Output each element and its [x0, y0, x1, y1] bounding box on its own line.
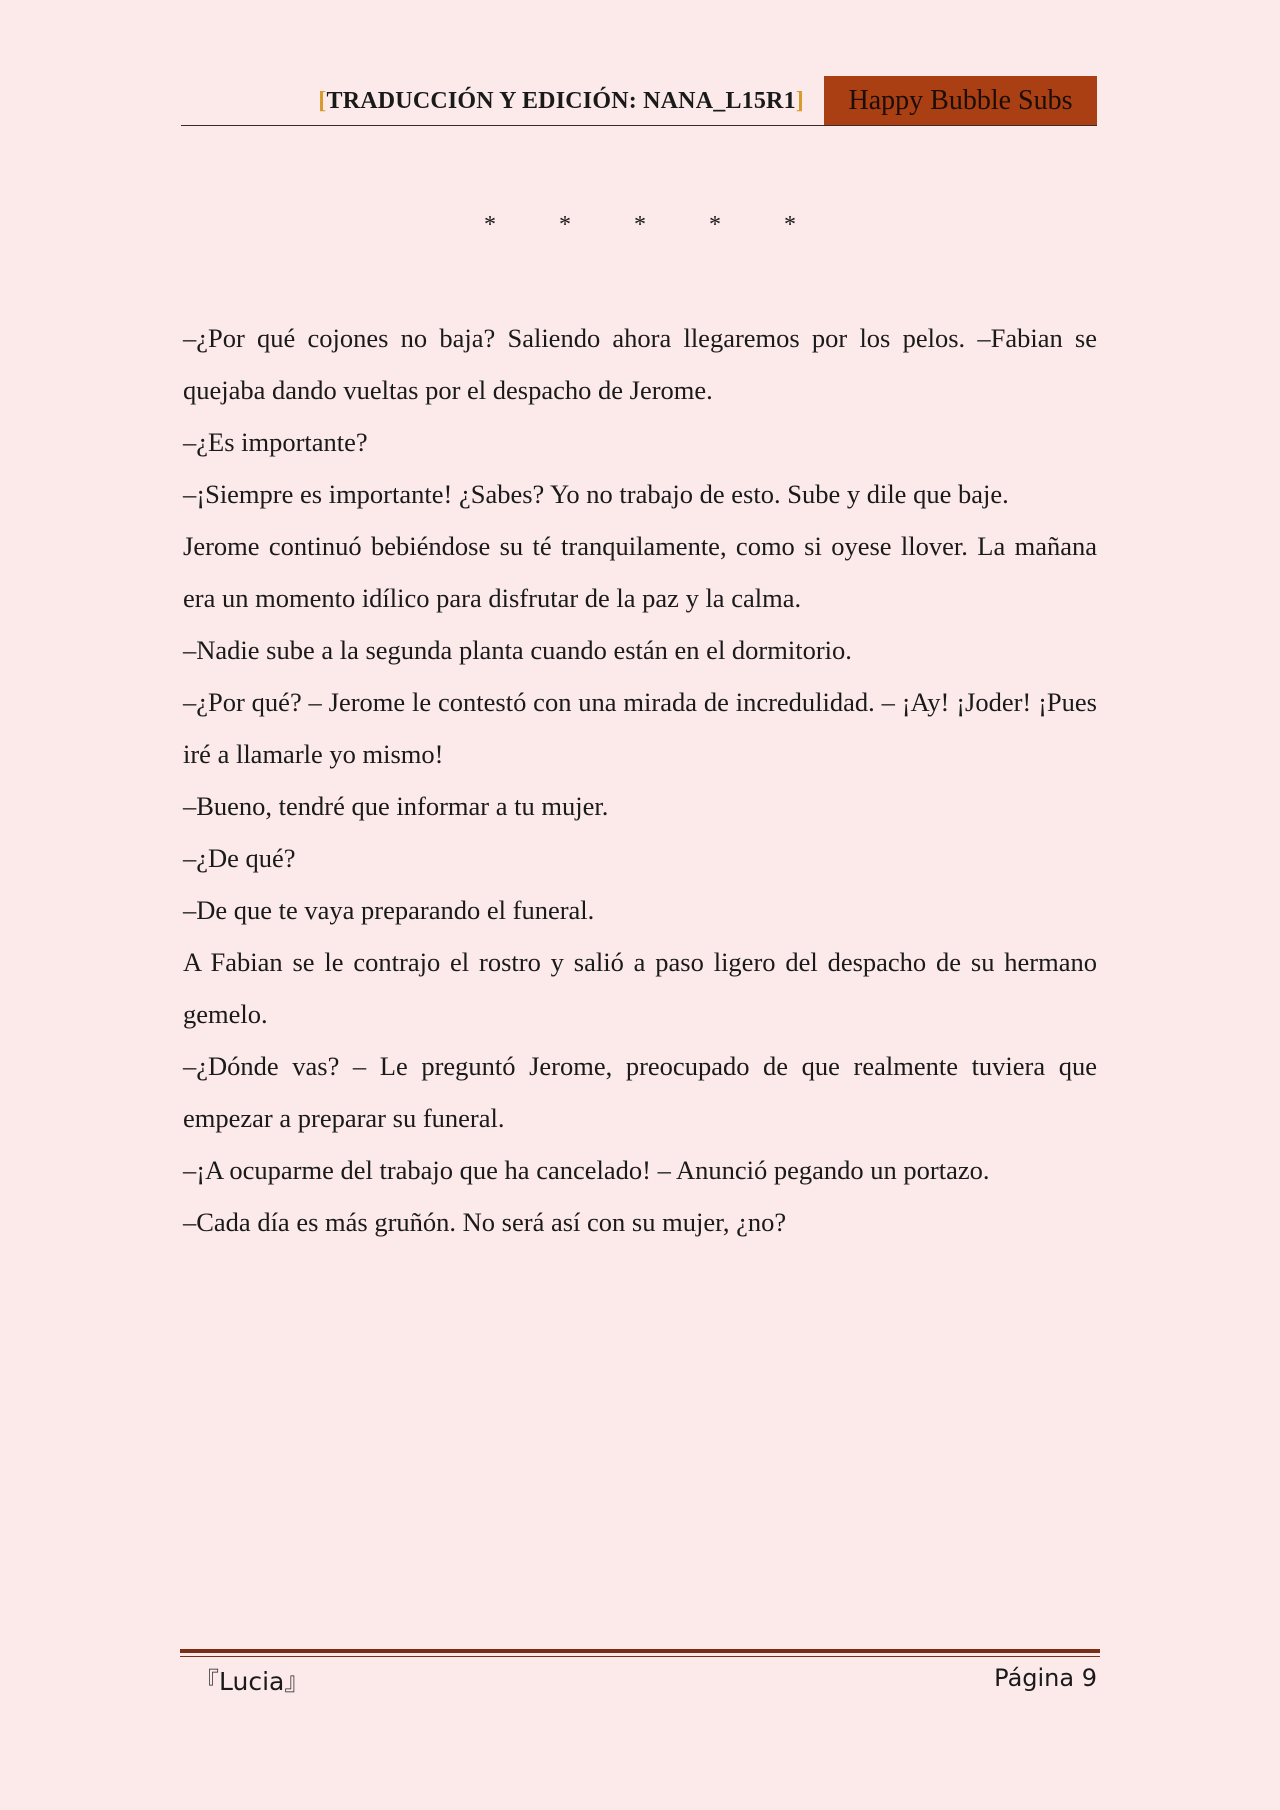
footer-divider-thick — [180, 1649, 1100, 1653]
credit-open-bracket: [ — [318, 88, 327, 114]
footer-book-title: 『Lucia』 — [194, 1667, 310, 1696]
paragraph: A Fabian se le contrajo el rostro y salió a paso ligero del despacho de su hermano gemelo. — [183, 947, 1097, 1029]
separator-asterisk: * — [709, 212, 721, 238]
translation-credit — [318, 88, 804, 115]
separator-asterisk: * — [634, 212, 646, 238]
paragraph: –¿Es importante? — [183, 427, 368, 457]
separator-asterisk: * — [784, 212, 796, 238]
separator-asterisk: * — [484, 212, 496, 238]
paragraph: –¿Dónde vas? – Le preguntó Jerome, preocupado de que realmente tuviera que empezar a preparar su funeral. — [183, 1051, 1097, 1133]
brand-label: Happy Bubble Subs — [824, 76, 1097, 126]
page-number: Página 9 — [994, 1664, 1097, 1692]
credit-text: TRADUCCIÓN Y EDICIÓN: NANA_L15R1 — [326, 88, 796, 114]
separator-asterisk: * — [559, 212, 571, 238]
page-header — [181, 76, 1097, 126]
paragraph: Jerome continuó bebiéndose su té tranquilamente, como si oyese llover. La mañana era un momento idílico para disfrutar de la paz y la calma. — [183, 531, 1097, 613]
header-divider — [181, 125, 1097, 126]
paragraph: –Cada día es más gruñón. No será así con su mujer, ¿no? — [183, 1207, 787, 1237]
paragraph: –De que te vaya preparando el funeral. — [183, 895, 595, 925]
footer-divider-thin — [180, 1656, 1100, 1657]
paragraph: –¡A ocuparme del trabajo que ha cancelado! – Anunció pegando un portazo. — [183, 1155, 990, 1185]
paragraph: –Nadie sube a la segunda planta cuando están en el dormitorio. — [183, 635, 852, 665]
paragraph: –¡Siempre es importante! ¿Sabes? Yo no trabajo de esto. Sube y dile que baje. — [183, 479, 1009, 509]
paragraph: –¿Por qué? – Jerome le contestó con una mirada de incredulidad. – ¡Ay! ¡Joder! ¡Pues iré a llamarle yo mismo! — [183, 687, 1097, 769]
page-body — [183, 312, 1097, 1248]
paragraph: –¿Por qué cojones no baja? Saliendo ahora llegaremos por los pelos. –Fabian se quejaba dando vueltas por el despacho de Jerome. — [183, 323, 1097, 405]
credit-close-bracket: ] — [795, 88, 804, 114]
scene-separator — [0, 212, 1280, 239]
paragraph: –Bueno, tendré que informar a tu mujer. — [183, 791, 609, 821]
paragraph: –¿De qué? — [183, 843, 296, 873]
